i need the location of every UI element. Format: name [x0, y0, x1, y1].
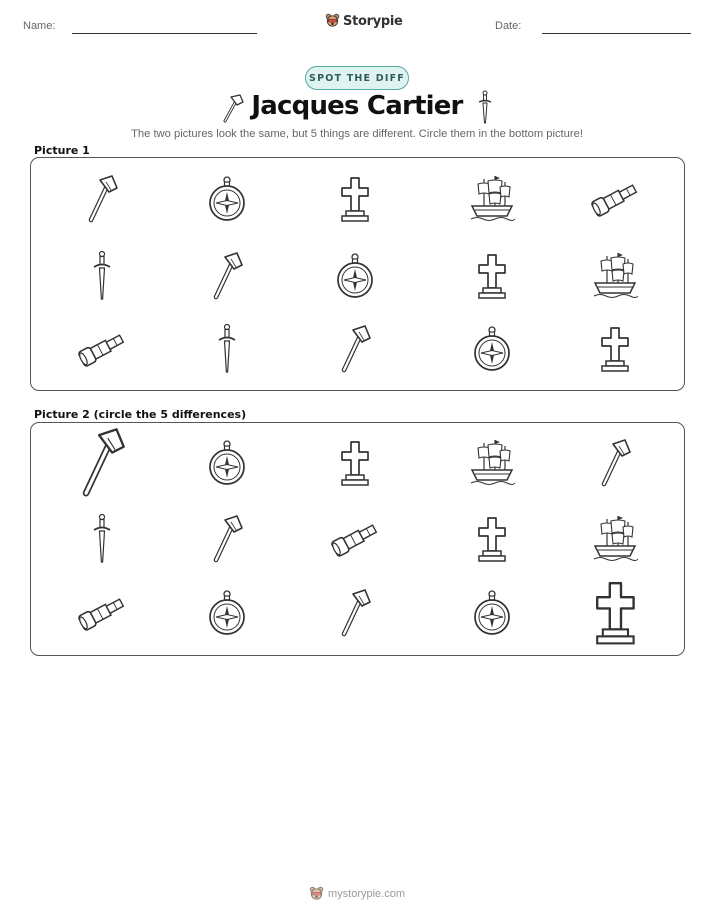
- spyglass-icon[interactable]: [77, 329, 127, 369]
- dagger-icon: [476, 90, 494, 126]
- spyglass-icon[interactable]: [77, 593, 127, 633]
- axe-icon[interactable]: [73, 425, 131, 500]
- spyglass-icon[interactable]: [590, 179, 640, 219]
- activity-badge: SPOT THE DIFF: [305, 66, 409, 90]
- compass-icon[interactable]: [473, 588, 511, 638]
- picture2-label: Picture 2 (circle the 5 differences): [34, 408, 247, 421]
- axe-icon[interactable]: [595, 437, 635, 489]
- name-line[interactable]: [72, 33, 257, 34]
- dagger-icon[interactable]: [91, 250, 113, 302]
- compass-icon[interactable]: [208, 588, 246, 638]
- footer-site: mystorypie.com: [328, 888, 406, 900]
- footer: [309, 886, 405, 902]
- cross-icon[interactable]: [599, 325, 631, 373]
- date-label: Date:: [495, 20, 522, 32]
- brand-logo: [325, 13, 403, 29]
- date-line[interactable]: [542, 33, 691, 34]
- axe-icon[interactable]: [335, 323, 375, 375]
- axe-icon[interactable]: [82, 173, 122, 225]
- bear-mascot-icon: [325, 13, 340, 29]
- instructions: The two pictures look the same, but 5 things are different. Circle them in the bottom picture!: [131, 128, 583, 140]
- cross-icon[interactable]: [593, 579, 638, 646]
- ship-icon[interactable]: [469, 438, 515, 488]
- axe-icon[interactable]: [207, 250, 247, 302]
- compass-icon[interactable]: [473, 324, 511, 374]
- dagger-icon[interactable]: [216, 323, 238, 375]
- bear-mascot-icon: [309, 886, 324, 902]
- ship-icon[interactable]: [469, 174, 515, 224]
- name-label: Name:: [23, 20, 56, 32]
- axe-icon[interactable]: [207, 513, 247, 565]
- cross-icon[interactable]: [339, 439, 371, 487]
- ship-icon[interactable]: [592, 514, 638, 564]
- compass-icon[interactable]: [208, 174, 246, 224]
- cross-icon[interactable]: [476, 515, 508, 563]
- axe-icon[interactable]: [335, 587, 375, 639]
- spyglass-icon[interactable]: [330, 519, 380, 559]
- brand-name: Storypie: [343, 13, 403, 29]
- compass-icon[interactable]: [336, 251, 374, 301]
- page-title: Jacques Cartier: [251, 91, 463, 121]
- cross-icon[interactable]: [476, 252, 508, 300]
- ship-icon[interactable]: [592, 251, 638, 301]
- picture1-label: Picture 1: [34, 144, 90, 157]
- compass-icon[interactable]: [208, 438, 246, 488]
- cross-icon[interactable]: [339, 175, 371, 223]
- dagger-icon[interactable]: [91, 513, 113, 565]
